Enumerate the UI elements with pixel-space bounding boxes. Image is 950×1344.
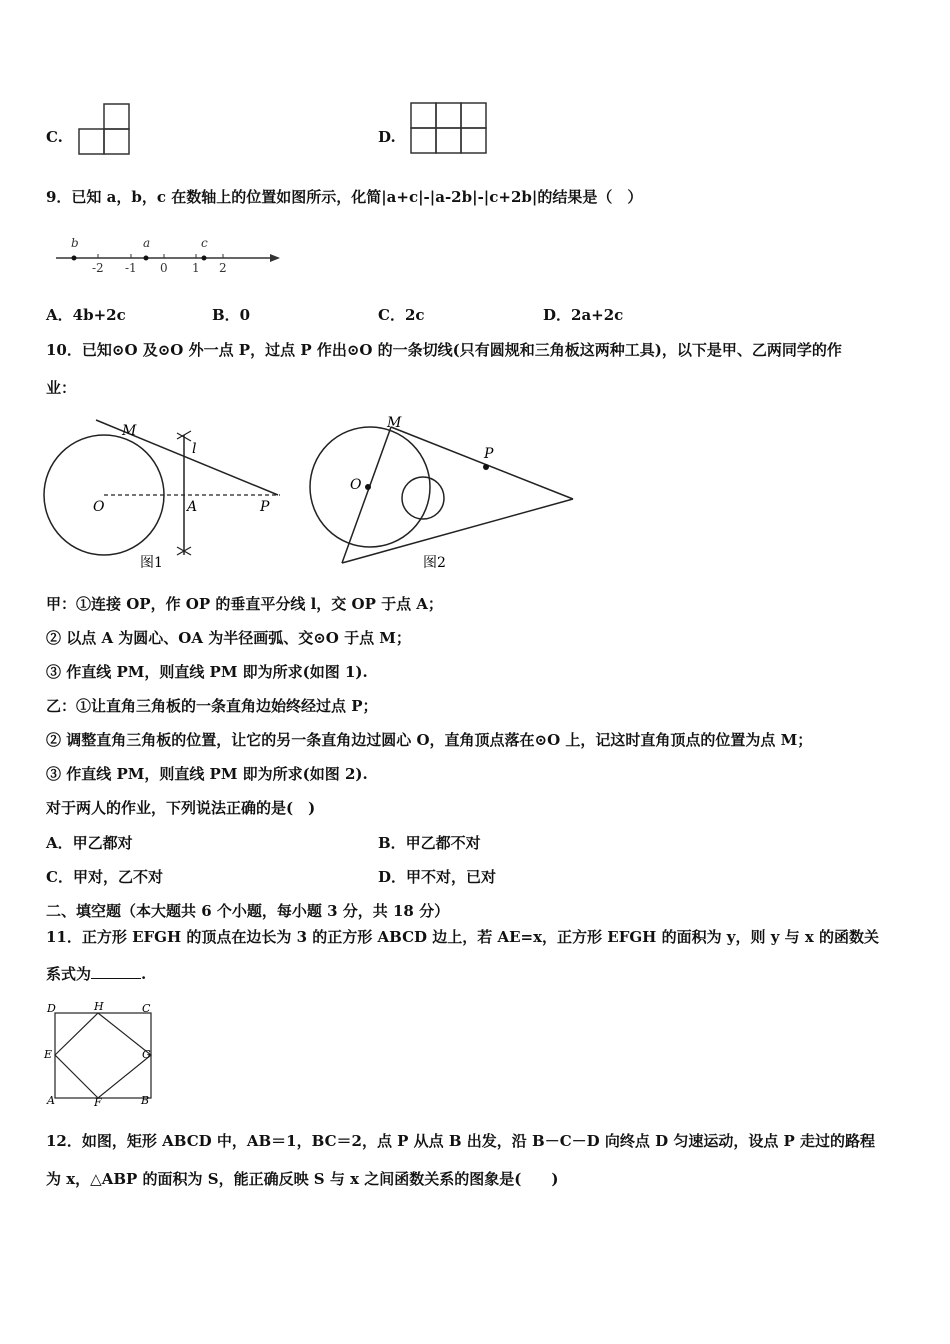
fig2-label-o: O — [350, 477, 362, 493]
q11-line2-prefix: 系式为 — [46, 965, 92, 983]
tick-label: -1 — [125, 261, 137, 275]
fig2-caption: 图2 — [423, 555, 446, 571]
q10-question-line1: 10．已知⊙O 及⊙O 外一点 P，过点 P 作出⊙O 的一条切线(只有圆规和三角板这两种工具)，以下是甲、乙两同学的作 — [46, 341, 842, 359]
q10-question-line2: 业： — [46, 379, 77, 397]
q10-figure-1 — [40, 415, 290, 575]
q10-option-a[interactable]: A．甲乙都对 — [46, 834, 133, 852]
fig11-label-a: A — [47, 1094, 55, 1107]
fig11-label-f: F — [94, 1096, 102, 1109]
point-b — [72, 256, 77, 261]
q9-number-line — [50, 232, 290, 276]
fig1-label-o: O — [93, 499, 105, 515]
fig1-label-m: M — [122, 423, 137, 439]
q10-jia-step3: ③ 作直线 PM，则直线 PM 即为所求(如图 1). — [46, 663, 368, 681]
fig11-label-b: B — [141, 1094, 150, 1107]
q10-option-c[interactable]: C．甲对，乙不对 — [46, 868, 163, 886]
q9-question: 9．已知 a，b，c 在数轴上的位置如图所示，化简|a+c|-|a-2b|-|c+2b|的结果是（ ） — [46, 188, 643, 206]
point-a — [144, 256, 149, 261]
fig1-label-a: A — [187, 499, 198, 515]
fig11-label-e: E — [44, 1048, 53, 1061]
point-c — [202, 256, 207, 261]
fig1-caption: 图1 — [140, 555, 163, 571]
q11-line2 — [46, 963, 146, 984]
q11-line2-suffix: . — [141, 965, 147, 983]
q10-yi-step3: ③ 作直线 PM，则直线 PM 即为所求(如图 2). — [46, 765, 368, 783]
fig11-label-c: C — [142, 1002, 151, 1015]
q9-option-d[interactable]: D．2a+2c — [543, 306, 624, 324]
fig1-label-p: P — [260, 499, 270, 515]
q10-figure-2 — [305, 410, 585, 575]
tick-label: 0 — [160, 261, 168, 275]
label-b: b — [71, 236, 79, 250]
q8-option-c-figure — [76, 102, 136, 158]
tick-label: 1 — [192, 261, 200, 275]
section-2-heading: 二、填空题（本大题共 6 个小题，每小题 3 分，共 18 分） — [46, 902, 450, 920]
q8-option-d-label[interactable]: D. — [378, 128, 396, 146]
q11-line1: 11．正方形 EFGH 的顶点在边长为 3 的正方形 ABCD 边上，若 AE=x，正方形 EFGH 的面积为 y，则 y 与 x 的函数关 — [46, 928, 880, 946]
fig2-label-m: M — [387, 415, 402, 431]
q11-answer-blank[interactable] — [91, 964, 141, 979]
fig11-label-g: G — [142, 1048, 151, 1061]
fig11-label-d: D — [47, 1002, 56, 1015]
q10-option-d[interactable]: D．甲不对，已对 — [378, 868, 497, 886]
q9-option-c[interactable]: C．2c — [378, 306, 425, 324]
q11-figure — [42, 1000, 162, 1110]
q8-option-d-figure — [408, 100, 492, 158]
q9-option-b[interactable]: B．0 — [212, 306, 251, 324]
tick-label: 2 — [219, 261, 227, 275]
q10-option-b[interactable]: B．甲乙都不对 — [378, 834, 481, 852]
q12-line2: 为 x，△ABP 的面积为 S，能正确反映 S 与 x 之间函数关系的图象是( ) — [46, 1170, 559, 1188]
fig1-label-l: l — [192, 441, 197, 457]
label-c: c — [201, 236, 208, 250]
q8-option-c-label[interactable]: C. — [46, 128, 63, 146]
q10-ask: 对于两人的作业，下列说法正确的是( ) — [46, 799, 316, 817]
fig2-label-p: P — [484, 446, 494, 462]
q10-yi-step2: ② 调整直角三角板的位置，让它的另一条直角边过圆心 O，直角顶点落在⊙O 上，记这时直角顶点的位置为点 M； — [46, 731, 813, 749]
q10-jia-step1: 甲：①连接 OP，作 OP 的垂直平分线 l，交 OP 于点 A； — [46, 595, 443, 613]
tick-label: -2 — [92, 261, 104, 275]
label-a: a — [143, 236, 151, 250]
fig11-label-h: H — [94, 1000, 104, 1013]
q12-line1: 12．如图，矩形 ABCD 中，AB＝1，BC＝2，点 P 从点 B 出发，沿 B－C－D 向终点 D 匀速运动，设点 P 走过的路程 — [46, 1132, 876, 1150]
q10-jia-step2: ② 以点 A 为圆心、OA 为半径画弧、交⊙O 于点 M； — [46, 629, 411, 647]
q9-option-a[interactable]: A．4b+2c — [46, 306, 126, 324]
q10-yi-step1: 乙：①让直角三角板的一条直角边始终经过点 P； — [46, 697, 378, 715]
